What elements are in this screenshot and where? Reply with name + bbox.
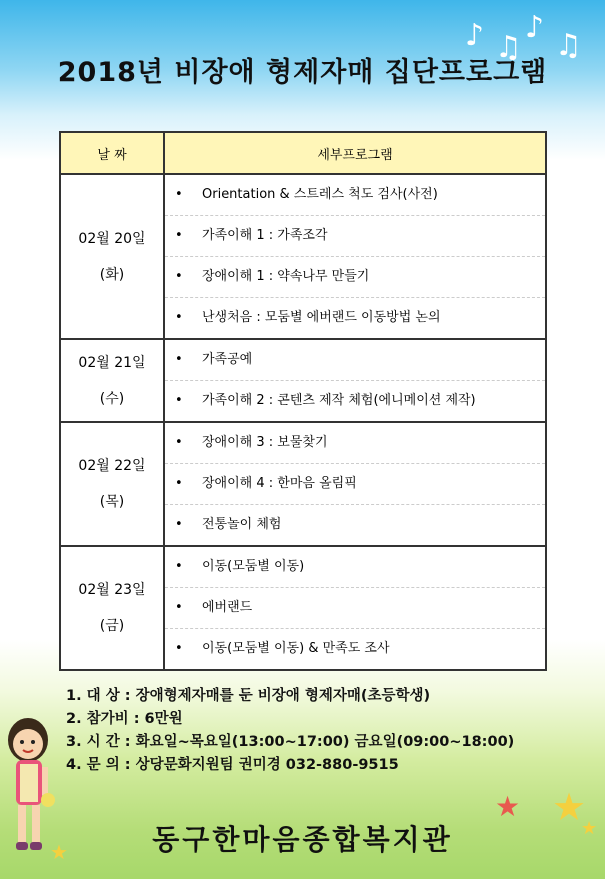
- program-item: [165, 588, 545, 629]
- music-note-icon: ♪: [465, 18, 485, 53]
- schedule-items-cell: [164, 546, 546, 670]
- schedule-day: (수): [99, 390, 125, 407]
- bullet-icon: •: [175, 352, 183, 367]
- bullet-icon: •: [175, 310, 183, 325]
- schedule-date: 02월 20일: [78, 230, 146, 247]
- schedule-date-cell: [60, 422, 164, 546]
- star-icon: ★: [552, 785, 587, 829]
- program-item-text: Orientation & 스트레스 척도 검사(사전): [202, 187, 438, 202]
- schedule-row: [60, 546, 546, 670]
- program-item: [165, 257, 545, 298]
- program-item: [165, 464, 545, 505]
- star-icon: ★: [50, 840, 68, 864]
- schedule-table: [59, 131, 547, 671]
- bullet-icon: •: [175, 228, 183, 243]
- schedule-day: (목): [99, 494, 125, 510]
- program-item-text: 가족공예: [202, 352, 253, 367]
- schedule-day: (금): [99, 618, 125, 634]
- program-item-text: 전통놀이 체험: [202, 517, 282, 532]
- schedule-date: 02월 21일: [78, 354, 146, 371]
- music-note-icon: ♫: [555, 28, 582, 63]
- bullet-icon: •: [175, 517, 183, 532]
- program-item: [165, 423, 545, 464]
- bullet-icon: •: [175, 641, 183, 656]
- bullet-icon: •: [175, 600, 183, 615]
- schedule-day: (화): [99, 266, 125, 283]
- schedule-items-cell: [164, 422, 546, 546]
- star-icon: ★: [495, 790, 521, 823]
- schedule-date-cell: [60, 546, 164, 670]
- program-item-text: 에버랜드: [202, 600, 253, 615]
- program-item: [165, 381, 545, 421]
- bullet-icon: •: [175, 476, 183, 491]
- program-item-text: 장애이해 1 : 약속나무 만들기: [202, 269, 370, 284]
- schedule-date-cell: [60, 174, 164, 339]
- header-program: 세부프로그램: [164, 132, 546, 174]
- schedule-date: 02월 23일: [78, 582, 146, 598]
- schedule-row: [60, 174, 546, 339]
- info-target: 1. 대 상 : 장애형제자매를 둔 비장애 형제자매(초등학생): [66, 688, 431, 704]
- organization-name: 동구한마음종합복지관: [152, 823, 453, 856]
- program-item: [165, 175, 545, 216]
- header-date: 날 짜: [60, 132, 164, 174]
- program-item-text: 가족이해 2 : 콘텐츠 제작 체험(에니메이션 제작): [202, 393, 476, 408]
- program-item-text: 장애이해 3 : 보물찾기: [202, 435, 328, 450]
- schedule-items-cell: [164, 174, 546, 339]
- schedule-row: [60, 339, 546, 422]
- info-time: 3. 시 간 : 화요일~목요일(13:00~17:00) 금요일(09:00~18:00): [66, 734, 515, 750]
- program-item-text: 장애이해 4 : 한마음 올림픽: [202, 476, 357, 491]
- music-note-icon: ♪: [525, 10, 545, 45]
- program-item-text: 이동(모둠별 이동): [202, 559, 305, 574]
- page-title: 2018년 비장애 형제자매 집단프로그램: [57, 57, 548, 88]
- program-item: [165, 505, 545, 545]
- program-item-text: 이동(모둠별 이동) & 만족도 조사: [202, 641, 390, 656]
- schedule-date: 02월 22일: [78, 458, 146, 474]
- program-item: [165, 298, 545, 338]
- program-item-text: 난생처음 : 모둠별 에버랜드 이동방법 논의: [202, 310, 441, 325]
- bullet-icon: •: [175, 559, 183, 574]
- star-icon: ★: [581, 818, 598, 839]
- music-note-icon: ♫: [495, 30, 522, 65]
- program-item: [165, 340, 545, 381]
- schedule-date-cell: [60, 339, 164, 422]
- program-item: [165, 629, 545, 669]
- schedule-items-cell: [164, 339, 546, 422]
- bullet-icon: •: [175, 187, 183, 202]
- program-item: [165, 547, 545, 588]
- schedule-row: [60, 422, 546, 546]
- info-block: [66, 685, 514, 777]
- bullet-icon: •: [175, 269, 183, 284]
- info-contact: 4. 문 의 : 상당문화지원팀 권미경 032-880-9515: [66, 757, 399, 773]
- program-item: [165, 216, 545, 257]
- bullet-icon: •: [175, 435, 183, 450]
- info-fee: 2. 참가비 : 6만원: [66, 711, 183, 727]
- bullet-icon: •: [175, 393, 183, 408]
- program-item-text: 가족이해 1 : 가족조각: [202, 228, 328, 243]
